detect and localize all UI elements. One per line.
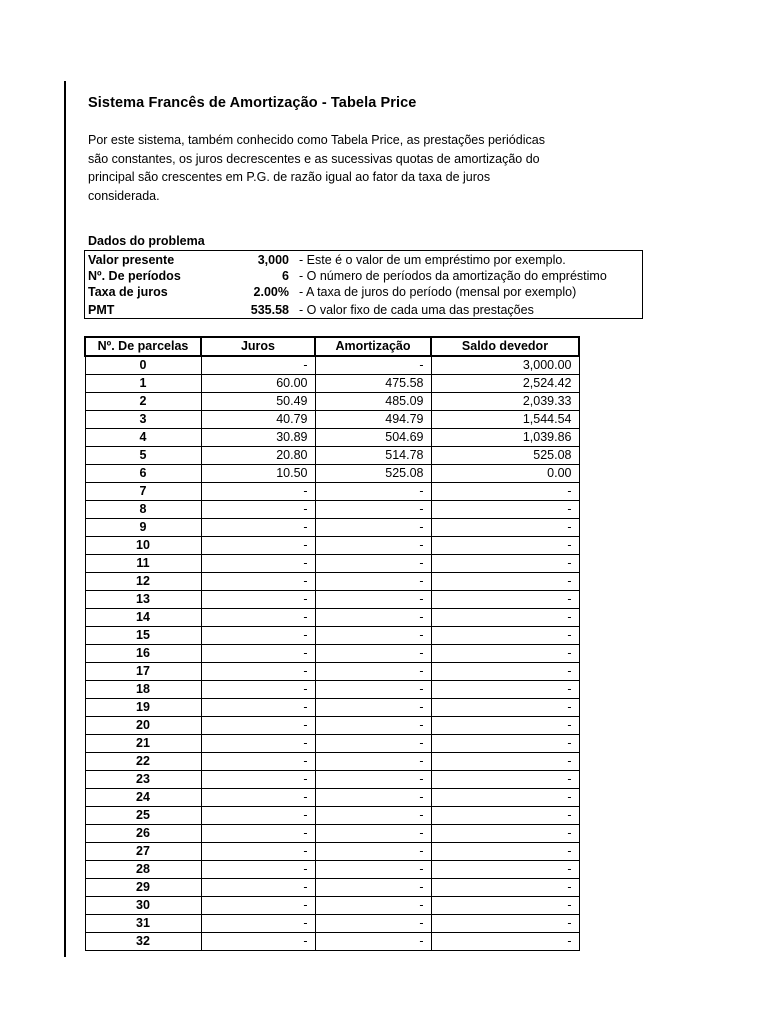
installment-number-cell[interactable]: 17 <box>85 663 201 681</box>
table-row <box>85 573 579 591</box>
param-value[interactable]: 535.58 <box>250 303 289 317</box>
balance-cell[interactable]: - <box>431 771 579 789</box>
table-row <box>85 501 579 519</box>
amortization-cell[interactable]: - <box>315 573 431 591</box>
table-row <box>85 789 579 807</box>
balance-cell[interactable]: - <box>431 933 579 951</box>
amortization-cell[interactable]: - <box>315 483 431 501</box>
table-row <box>85 771 579 789</box>
installment-number-cell[interactable]: 6 <box>85 465 201 483</box>
balance-cell[interactable]: - <box>431 609 579 627</box>
table-row <box>85 411 579 429</box>
page-margin-rule <box>64 81 66 957</box>
balance-cell[interactable]: - <box>431 573 579 591</box>
balance-cell[interactable]: - <box>431 699 579 717</box>
amortization-cell[interactable]: - <box>315 717 431 735</box>
amortization-cell[interactable]: - <box>315 789 431 807</box>
interest-cell[interactable]: - <box>201 663 315 681</box>
installment-number-cell[interactable]: 3 <box>85 411 201 429</box>
amortization-cell[interactable]: - <box>315 591 431 609</box>
installment-number-cell[interactable]: 31 <box>85 915 201 933</box>
balance-cell[interactable]: 525.08 <box>431 447 579 465</box>
table-header-row <box>85 337 579 356</box>
amortization-table <box>84 336 580 951</box>
table-row <box>85 591 579 609</box>
column-header-interest[interactable]: Juros <box>201 337 315 356</box>
installment-number-cell[interactable]: 15 <box>85 627 201 645</box>
param-description: - Este é o valor de um empréstimo por exemplo. <box>299 253 566 267</box>
table-row <box>85 375 579 393</box>
installment-number-cell[interactable]: 20 <box>85 717 201 735</box>
intro-paragraph <box>88 131 568 205</box>
installment-number-cell[interactable]: 22 <box>85 753 201 771</box>
installment-number-cell[interactable]: 28 <box>85 861 201 879</box>
installment-number-cell[interactable]: 1 <box>85 375 201 393</box>
column-header-amortization[interactable]: Amortização <box>315 337 431 356</box>
table-row <box>85 627 579 645</box>
balance-cell[interactable]: - <box>431 843 579 861</box>
balance-cell[interactable]: - <box>431 807 579 825</box>
params-heading: Dados do problema <box>88 234 205 248</box>
param-row-interest-rate <box>85 284 642 301</box>
table-row <box>85 519 579 537</box>
interest-cell[interactable]: 50.49 <box>201 393 315 411</box>
interest-cell[interactable]: - <box>201 699 315 717</box>
balance-cell[interactable]: 2,524.42 <box>431 375 579 393</box>
balance-cell[interactable]: - <box>431 501 579 519</box>
param-label: Taxa de juros <box>88 285 168 299</box>
interest-cell[interactable]: - <box>201 555 315 573</box>
intro-line: são constantes, os juros decrescentes e as sucessivas quotas de amortização do <box>88 151 540 166</box>
interest-cell[interactable]: - <box>201 717 315 735</box>
interest-cell[interactable]: - <box>201 356 315 375</box>
installment-number-cell[interactable]: 29 <box>85 879 201 897</box>
balance-cell[interactable]: 1,544.54 <box>431 411 579 429</box>
table-row <box>85 393 579 411</box>
balance-cell[interactable]: - <box>431 879 579 897</box>
balance-cell[interactable]: - <box>431 537 579 555</box>
interest-cell[interactable]: - <box>201 591 315 609</box>
amortization-cell[interactable]: - <box>315 555 431 573</box>
intro-line: principal são crescentes em P.G. de razão igual ao fator da taxa de juros <box>88 170 491 184</box>
param-description: - O valor fixo de cada uma das prestações <box>299 303 534 317</box>
interest-cell[interactable]: - <box>201 897 315 915</box>
amortization-cell[interactable]: - <box>315 879 431 897</box>
installment-number-cell[interactable]: 2 <box>85 393 201 411</box>
table-row <box>85 753 579 771</box>
amortization-cell[interactable]: 504.69 <box>315 429 431 447</box>
interest-cell[interactable]: - <box>201 501 315 519</box>
amortization-cell[interactable]: 525.08 <box>315 465 431 483</box>
balance-cell[interactable]: - <box>431 663 579 681</box>
balance-cell[interactable]: - <box>431 717 579 735</box>
amortization-cell[interactable]: 475.58 <box>315 375 431 393</box>
table-row <box>85 645 579 663</box>
balance-cell[interactable]: - <box>431 627 579 645</box>
installment-number-cell[interactable]: 0 <box>85 356 201 375</box>
balance-cell[interactable]: 0.00 <box>431 465 579 483</box>
table-row <box>85 609 579 627</box>
balance-cell[interactable]: 2,039.33 <box>431 393 579 411</box>
interest-cell[interactable]: - <box>201 681 315 699</box>
installment-number-cell[interactable]: 18 <box>85 681 201 699</box>
column-header-installment[interactable]: Nº. De parcelas <box>85 337 201 356</box>
interest-cell[interactable]: - <box>201 861 315 879</box>
balance-cell[interactable]: - <box>431 555 579 573</box>
interest-cell[interactable]: - <box>201 645 315 663</box>
installment-number-cell[interactable]: 13 <box>85 591 201 609</box>
installment-number-cell[interactable]: 11 <box>85 555 201 573</box>
amortization-cell[interactable]: - <box>315 645 431 663</box>
param-row-pmt <box>85 302 642 319</box>
amortization-cell[interactable]: - <box>315 627 431 645</box>
param-row-present-value <box>85 252 642 269</box>
param-label: Valor presente <box>88 253 175 267</box>
params-box <box>84 250 643 319</box>
interest-cell[interactable]: 10.50 <box>201 465 315 483</box>
table-row <box>85 843 579 861</box>
interest-cell[interactable]: - <box>201 879 315 897</box>
table-row <box>85 663 579 681</box>
balance-cell[interactable]: - <box>431 789 579 807</box>
interest-cell[interactable]: - <box>201 573 315 591</box>
interest-cell[interactable]: - <box>201 789 315 807</box>
param-label: Nº. De períodos <box>88 269 181 283</box>
table-row <box>85 879 579 897</box>
amortization-cell[interactable]: 494.79 <box>315 411 431 429</box>
installment-number-cell[interactable]: 30 <box>85 897 201 915</box>
installment-number-cell[interactable]: 24 <box>85 789 201 807</box>
installment-number-cell[interactable]: 27 <box>85 843 201 861</box>
amortization-cell[interactable]: - <box>315 663 431 681</box>
installment-number-cell[interactable]: 19 <box>85 699 201 717</box>
param-label: PMT <box>88 303 115 317</box>
installment-number-cell[interactable]: 32 <box>85 933 201 951</box>
amortization-cell[interactable]: - <box>315 501 431 519</box>
amortization-cell[interactable]: - <box>315 735 431 753</box>
installment-number-cell[interactable]: 8 <box>85 501 201 519</box>
interest-cell[interactable]: 40.79 <box>201 411 315 429</box>
interest-cell[interactable]: - <box>201 915 315 933</box>
installment-number-cell[interactable]: 7 <box>85 483 201 501</box>
balance-cell[interactable]: - <box>431 591 579 609</box>
amortization-cell[interactable]: - <box>315 609 431 627</box>
table-row <box>85 807 579 825</box>
amortization-cell[interactable]: - <box>315 519 431 537</box>
installment-number-cell[interactable]: 12 <box>85 573 201 591</box>
intro-line: considerada. <box>88 188 160 203</box>
installment-number-cell[interactable]: 25 <box>85 807 201 825</box>
param-value[interactable]: 6 <box>282 269 289 283</box>
balance-cell[interactable]: - <box>431 825 579 843</box>
amortization-cell[interactable]: - <box>315 537 431 555</box>
param-value[interactable]: 2.00% <box>253 285 289 299</box>
param-description: - A taxa de juros do período (mensal por exemplo) <box>299 285 577 299</box>
table-row <box>85 933 579 951</box>
amortization-cell[interactable]: - <box>315 861 431 879</box>
interest-cell[interactable]: - <box>201 753 315 771</box>
table-row <box>85 915 579 933</box>
interest-cell[interactable]: - <box>201 771 315 789</box>
balance-cell[interactable]: - <box>431 735 579 753</box>
interest-cell[interactable]: 30.89 <box>201 429 315 447</box>
amortization-cell[interactable]: - <box>315 699 431 717</box>
intro-line: Por este sistema, também conhecido como Tabela Price, as prestações periódicas <box>88 133 545 147</box>
interest-cell[interactable]: - <box>201 933 315 951</box>
param-value[interactable]: 3,000 <box>257 253 289 267</box>
interest-cell[interactable]: - <box>201 807 315 825</box>
interest-cell[interactable]: - <box>201 609 315 627</box>
table-row <box>85 699 579 717</box>
column-header-balance[interactable]: Saldo devedor <box>431 337 579 356</box>
table-row <box>85 861 579 879</box>
installment-number-cell[interactable]: 9 <box>85 519 201 537</box>
interest-cell[interactable]: 20.80 <box>201 447 315 465</box>
amortization-cell[interactable]: 485.09 <box>315 393 431 411</box>
param-description: - O número de períodos da amortização do empréstimo <box>299 269 607 283</box>
balance-cell[interactable]: - <box>431 753 579 771</box>
balance-cell[interactable]: 3,000.00 <box>431 356 579 375</box>
amortization-cell[interactable]: - <box>315 807 431 825</box>
interest-cell[interactable]: - <box>201 843 315 861</box>
amortization-cell[interactable]: - <box>315 771 431 789</box>
amortization-cell[interactable]: - <box>315 356 431 375</box>
table-row <box>85 447 579 465</box>
balance-cell[interactable]: - <box>431 681 579 699</box>
amortization-cell[interactable]: - <box>315 915 431 933</box>
installment-number-cell[interactable]: 23 <box>85 771 201 789</box>
param-row-periods <box>85 268 642 285</box>
balance-cell[interactable]: - <box>431 897 579 915</box>
table-row <box>85 465 579 483</box>
balance-cell[interactable]: 1,039.86 <box>431 429 579 447</box>
interest-cell[interactable]: - <box>201 519 315 537</box>
interest-cell[interactable]: - <box>201 483 315 501</box>
interest-cell[interactable]: - <box>201 735 315 753</box>
balance-cell[interactable]: - <box>431 861 579 879</box>
installment-number-cell[interactable]: 14 <box>85 609 201 627</box>
amortization-cell[interactable]: - <box>315 681 431 699</box>
amortization-cell[interactable]: - <box>315 933 431 951</box>
table-row <box>85 681 579 699</box>
installment-number-cell[interactable]: 4 <box>85 429 201 447</box>
amortization-cell[interactable]: - <box>315 897 431 915</box>
table-row <box>85 717 579 735</box>
interest-cell[interactable]: 60.00 <box>201 375 315 393</box>
table-body <box>85 356 579 951</box>
amortization-cell[interactable]: 514.78 <box>315 447 431 465</box>
table-row <box>85 537 579 555</box>
table-row <box>85 555 579 573</box>
balance-cell[interactable]: - <box>431 915 579 933</box>
installment-number-cell[interactable]: 21 <box>85 735 201 753</box>
table-row <box>85 825 579 843</box>
amortization-cell[interactable]: - <box>315 825 431 843</box>
balance-cell[interactable]: - <box>431 483 579 501</box>
installment-number-cell[interactable]: 5 <box>85 447 201 465</box>
table-row <box>85 429 579 447</box>
amortization-cell[interactable]: - <box>315 753 431 771</box>
table-row <box>85 356 579 375</box>
table-row <box>85 897 579 915</box>
interest-cell[interactable]: - <box>201 537 315 555</box>
table-row <box>85 483 579 501</box>
installment-number-cell[interactable]: 10 <box>85 537 201 555</box>
interest-cell[interactable]: - <box>201 627 315 645</box>
interest-cell[interactable]: - <box>201 825 315 843</box>
installment-number-cell[interactable]: 16 <box>85 645 201 663</box>
balance-cell[interactable]: - <box>431 645 579 663</box>
amortization-cell[interactable]: - <box>315 843 431 861</box>
table-row <box>85 735 579 753</box>
balance-cell[interactable]: - <box>431 519 579 537</box>
page-title: Sistema Francês de Amortização - Tabela Price <box>88 95 417 111</box>
installment-number-cell[interactable]: 26 <box>85 825 201 843</box>
